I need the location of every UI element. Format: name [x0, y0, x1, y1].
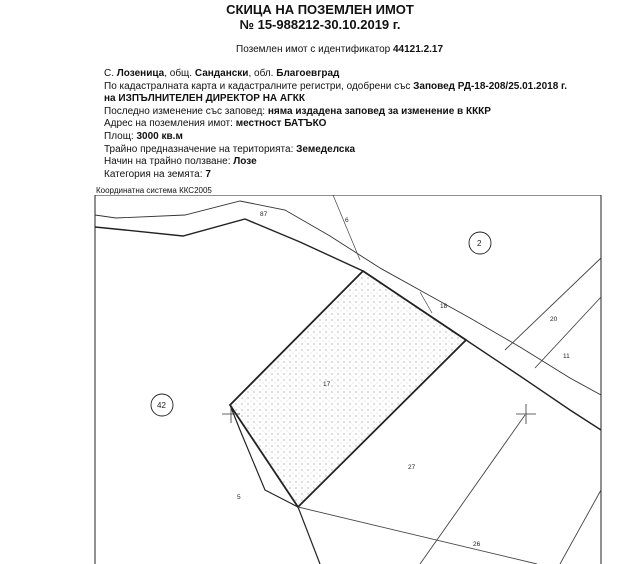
- area-line: [104, 131, 567, 144]
- document-title: СКИЦА НА ПОЗЕМЛЕН ИМОТ: [226, 2, 414, 17]
- label-26: 26: [473, 541, 481, 548]
- line-27-26: [298, 507, 537, 564]
- usage-value: Лозе: [233, 156, 257, 168]
- map-issuer: на ИЗПЪЛНИТЕЛЕН ДИРЕКТОР НА АГКК: [104, 93, 306, 105]
- coordinate-system-label: Координатна система ККС2005: [96, 186, 212, 195]
- map-issuer-line: [104, 93, 567, 106]
- line-east-lower: [560, 490, 601, 564]
- label-2: 2: [477, 239, 482, 248]
- category-line: [104, 169, 567, 182]
- purpose-value: Земеделска: [296, 143, 356, 155]
- usage-label: Начин на трайно ползване:: [104, 156, 231, 168]
- map-approval-text: По кадастралната карта и кадастралните регистри, одобрени със: [104, 80, 411, 92]
- location-region-label: , обл.: [248, 68, 274, 79]
- location-line: [104, 68, 567, 81]
- identifier-value: 44121.2.17: [392, 44, 444, 55]
- usage-line: [104, 156, 567, 169]
- location-region: Благоевград: [276, 68, 340, 79]
- location-municipality: Сандански: [194, 68, 249, 79]
- parcel-17-highlight: [230, 271, 466, 507]
- last-change-line: [104, 106, 567, 119]
- location-rest: , общ.: [164, 68, 193, 79]
- purpose-line: [104, 144, 567, 157]
- area-value: 3000 кв.м: [136, 130, 183, 142]
- property-info: [104, 68, 567, 181]
- label-87: 87: [260, 211, 268, 218]
- identifier-line: [236, 44, 443, 55]
- label-5: 5: [237, 494, 241, 501]
- label-6: 6: [345, 217, 349, 224]
- label-20: 20: [550, 316, 558, 323]
- location-prefix: С.: [104, 68, 114, 79]
- last-change-label: Последно изменение със заповед:: [104, 105, 266, 117]
- map-approval-order: Заповед РД-18-208/25.01.2018 г.: [413, 80, 567, 92]
- cadastral-map: [0, 195, 640, 564]
- address-label: Адрес на поземления имот:: [104, 118, 233, 130]
- address-line: [104, 118, 567, 131]
- map-approval-line: [104, 81, 567, 94]
- area-label: Площ:: [104, 130, 134, 142]
- label-11: 11: [563, 353, 570, 360]
- line-6-upper: [333, 195, 360, 260]
- crosshair-right: [516, 404, 536, 424]
- document-number: № 15-988212-30.10.2019 г.: [239, 17, 401, 32]
- label-42: 42: [157, 401, 166, 410]
- label-17: 17: [323, 381, 331, 388]
- last-change-value: няма издадена заповед за изменение в КККР: [267, 105, 491, 117]
- category-value: 7: [205, 168, 211, 180]
- line-20-11-a: [505, 258, 601, 350]
- label-27: 27: [408, 464, 416, 471]
- purpose-label: Трайно предназначение на територията:: [104, 143, 294, 155]
- location-village: Лозеница: [116, 68, 165, 79]
- label-18: 18: [440, 303, 448, 310]
- identifier-label: Поземлен имот с идентификатор: [236, 44, 391, 55]
- category-label: Категория на земята:: [104, 168, 203, 180]
- address-value: местност БАТЪКО: [235, 118, 327, 130]
